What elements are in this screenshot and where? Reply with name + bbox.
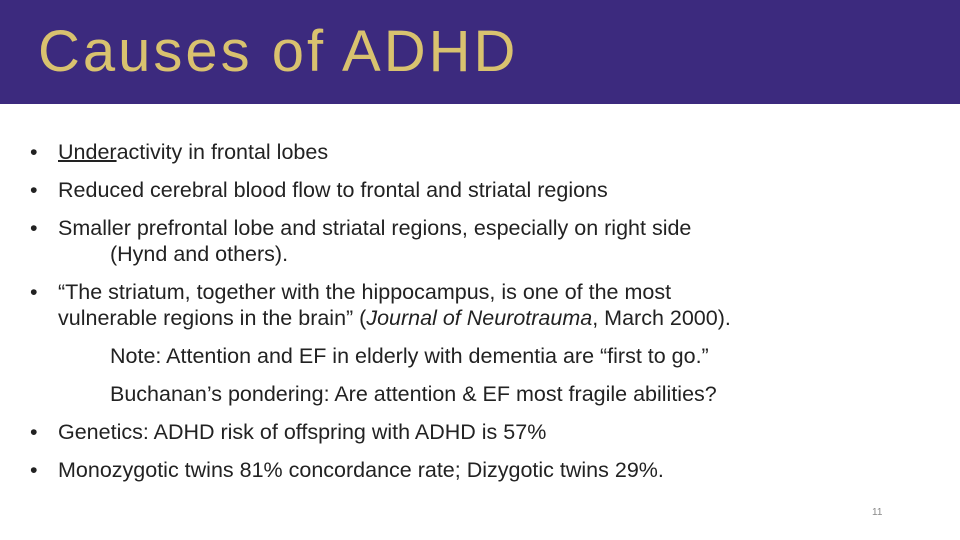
bullet-text: (Hynd and others). (110, 242, 289, 266)
bullet-marker: • (30, 216, 38, 240)
bullet-text: Reduced cerebral blood flow to frontal and striatal regions (58, 178, 608, 202)
bullet-text: Genetics: ADHD risk of offspring with ADHD is 57% (58, 420, 547, 444)
bullet-text: vulnerable regions in the brain” ( (58, 306, 367, 330)
bullet-marker: • (30, 140, 38, 164)
slide-title: Causes of ADHD (38, 19, 519, 84)
bullet-text: , March 2000). (592, 306, 731, 330)
bullet-text: Monozygotic twins 81% concordance rate; Dizygotic twins 29%. (58, 458, 664, 482)
note-dementia (30, 341, 930, 379)
bullet-genetics (30, 417, 930, 455)
note-text: Buchanan’s pondering: Are attention & EF most fragile abilities? (110, 382, 717, 406)
note-text: Note: Attention and EF in elderly with dementia are “first to go.” (110, 344, 709, 368)
bullet-prefrontal-continuation (30, 239, 930, 277)
bullet-text: activity in frontal lobes (116, 140, 329, 164)
slide-content (30, 137, 930, 493)
bullet-text: Smaller prefrontal lobe and striatal regions, especially on right side (58, 216, 692, 240)
bullet-twins (30, 455, 930, 493)
bullet-marker: • (30, 458, 38, 482)
bullet-marker: • (30, 178, 38, 202)
journal-title: Journal of Neurotrauma (366, 306, 593, 330)
bullet-text: “The striatum, together with the hippocampus, is one of the most (58, 280, 672, 304)
bullet-marker: • (30, 420, 38, 444)
bullet-striatum-continuation (30, 303, 930, 341)
note-buchanan (30, 379, 930, 417)
page-number: 11 (872, 507, 883, 518)
bullet-blood-flow (30, 175, 930, 213)
bullet-underactivity (30, 137, 930, 175)
underlined-text: Under (58, 140, 117, 164)
bullet-marker: • (30, 280, 38, 304)
